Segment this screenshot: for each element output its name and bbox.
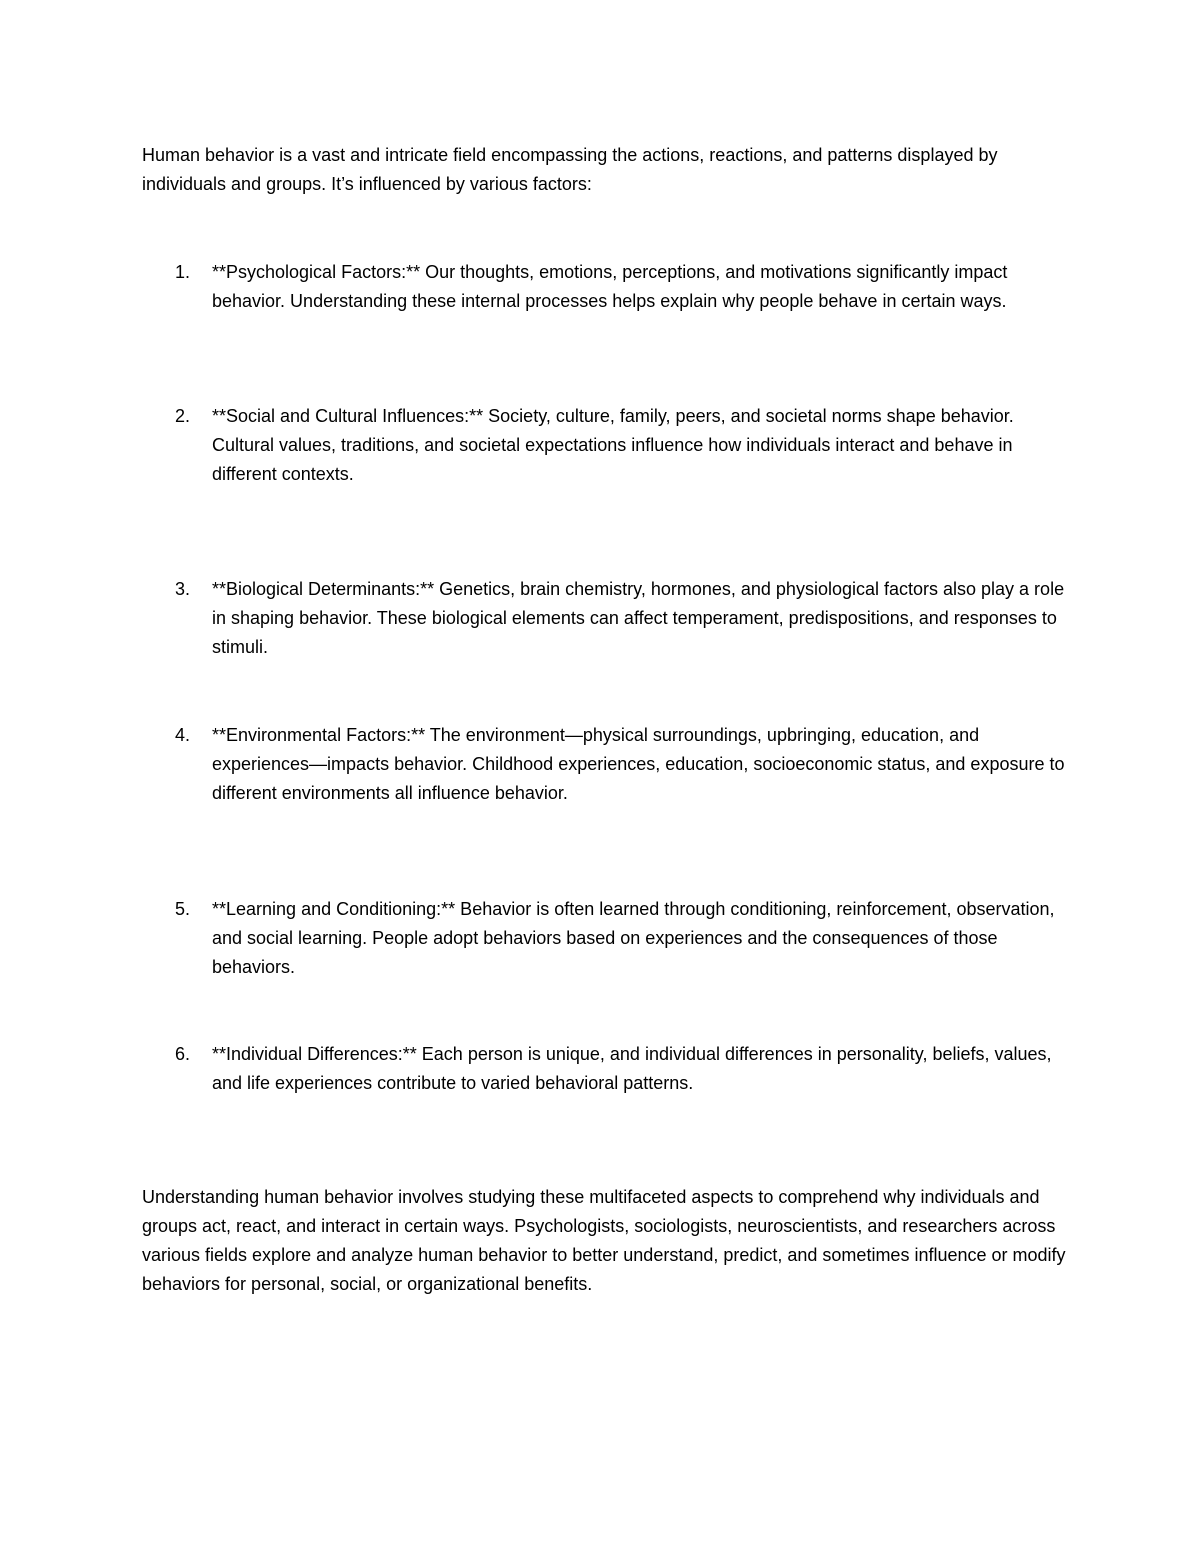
list-item-text: **Learning and Conditioning:** Behavior is often learned through conditioning, reinforcement, observation, and social learning. People adopt behaviors based on experiences and the consequences of those behaviors.: [212, 899, 1055, 977]
list-item: [175, 1040, 1075, 1098]
list-item-number: 3.: [175, 579, 191, 599]
list-item-text: **Environmental Factors:** The environment—physical surroundings, upbringing, education, and experiences—impacts behavior. Childhood experiences, education, socioeconomic status, and exposure to different environments all influence behavior.: [212, 725, 1065, 803]
list-item-number: 5.: [175, 899, 191, 919]
list-item: [175, 258, 1075, 316]
list-item: [175, 721, 1075, 808]
intro-paragraph: Human behavior is a vast and intricate field encompassing the actions, reactions, and patterns displayed by individuals and groups. It’s influenced by various factors:: [142, 145, 998, 194]
list-item: [175, 895, 1075, 982]
list-item-number: 2.: [175, 406, 191, 426]
list-item-number: 4.: [175, 725, 191, 745]
list-item: [175, 402, 1075, 489]
list-item: [175, 575, 1075, 662]
list-item-text: **Social and Cultural Influences:** Society, culture, family, peers, and societal norms shape behavior. Cultural values, traditions, and societal expectations influence how individuals interact and behave in different contexts.: [212, 406, 1014, 484]
list-item-number: 6.: [175, 1044, 191, 1064]
list-item-text: **Individual Differences:** Each person is unique, and individual differences in personality, beliefs, values, and life experiences contribute to varied behavioral patterns.: [212, 1044, 1052, 1093]
list-item-text: **Biological Determinants:** Genetics, brain chemistry, hormones, and physiological factors also play a role in shaping behavior. These biological elements can affect temperament, predispositions, and responses to stimuli.: [212, 579, 1065, 657]
conclusion-paragraph: Understanding human behavior involves studying these multifaceted aspects to comprehend why individuals and groups act, react, and interact in certain ways. Psychologists, sociologists, neuroscientists, and researchers across various fields explore and analyze human behavior to better understand, predict, and sometimes influence or modify behaviors for personal, social, or organizational benefits.: [142, 1187, 1066, 1294]
list-item-number: 1.: [175, 262, 191, 282]
list-item-text: **Psychological Factors:** Our thoughts, emotions, perceptions, and motivations significantly impact behavior. Understanding these internal processes helps explain why people behave in certain ways.: [212, 262, 1008, 311]
